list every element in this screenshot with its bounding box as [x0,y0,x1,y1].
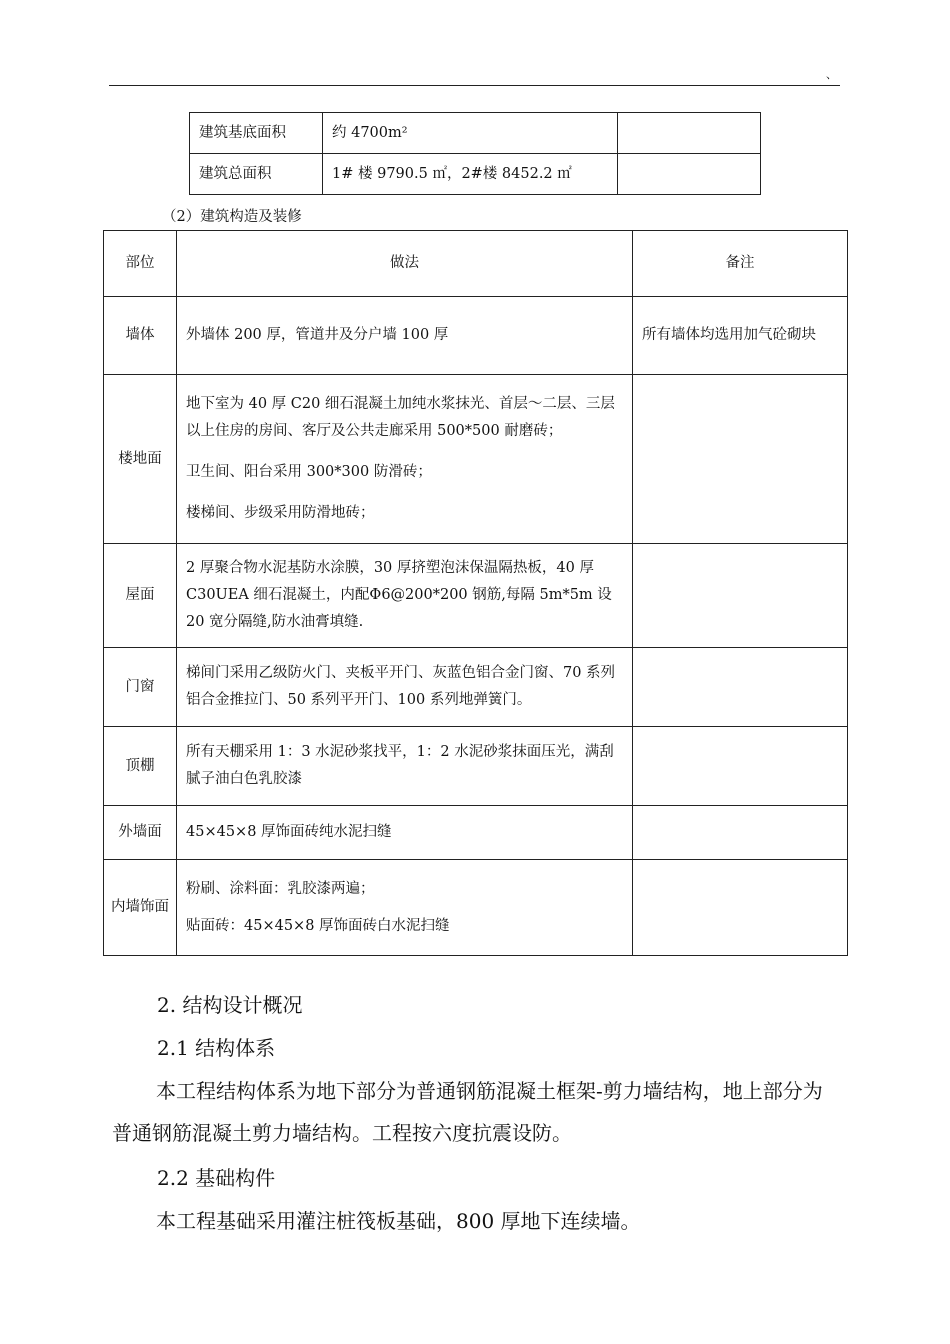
row-method [177,648,633,727]
row-note [633,375,848,544]
section-2-title: 2. 结构设计概况 [157,993,303,1017]
row-part: 门窗 [104,648,177,727]
row-part: 外墙面 [104,806,177,860]
area-value: 约 4700m² [323,113,618,154]
table-row [104,806,848,860]
table-row [104,375,848,544]
row-part: 顶棚 [104,727,177,806]
area-value: 1# 楼 9790.5 ㎡，2#楼 8452.2 ㎡ [323,154,618,195]
construction-table [103,230,848,956]
row-note [633,648,848,727]
row-part: 楼地面 [104,375,177,544]
method-line: 粉刷、涂料面：乳胶漆两遍； [186,880,375,897]
table-row [104,860,848,956]
table-row [104,544,848,648]
area-note [618,113,761,154]
method-line: 外墙体 200 厚，管道井及分户墙 100 厚 [186,327,449,343]
row-note [633,860,848,956]
method-line: 卫生间、阳台采用 300*300 防滑砖； [186,464,432,480]
section-2-1-text: 本工程结构体系为地下部分为普通钢筋混凝土框架-剪力墙结构，地上部分为普通钢筋混凝土剪力墙结构。工程按六度抗震设防。 [112,1079,823,1145]
row-part: 内墙饰面 [104,860,177,956]
row-note [633,727,848,806]
table-row [190,113,761,154]
header-note: 备注 [633,231,848,297]
section-2-2-title: 2.2 基础构件 [157,1166,276,1190]
table-row [104,648,848,727]
table-row [190,154,761,195]
method-line: 所有天棚采用 1：3 水泥砂浆找平，1：2 水泥砂浆抹面压光，满刮腻子油白色乳胶漆 [186,744,614,787]
method-line: 楼梯间、步级采用防滑地砖； [186,505,375,521]
row-part: 墙体 [104,297,177,375]
method-line: 梯间门采用乙级防火门、夹板平开门、灰蓝色铝合金门窗、70 系列铝合金推拉门、50 系列平开门、100 系列地弹簧门。 [186,665,616,708]
table-header-row [104,231,848,297]
row-note [633,544,848,648]
area-note [618,154,761,195]
row-method [177,375,633,544]
header-mark: 、 [826,68,837,81]
header-part: 部位 [104,231,177,297]
row-note: 所有墙体均选用加气砼砌块 [633,297,848,375]
row-method [177,297,633,375]
row-method [177,544,633,648]
table-caption: （2）建筑构造及装修 [162,209,302,225]
method-line: 地下室为 40 厚 C20 细石混凝土加纯水浆抹光、首层～二层、三层以上住房的房间、客厅及公共走廊采用 500*500 耐磨砖； [186,396,615,439]
row-note [633,806,848,860]
area-table [189,112,761,195]
area-label: 建筑总面积 [190,154,323,195]
method-line: 45×45×8 厚饰面砖纯水泥扫缝 [186,824,392,840]
section-2-1-title: 2.1 结构体系 [157,1036,276,1060]
area-label: 建筑基底面积 [190,113,323,154]
section-2-2-text: 本工程基础采用灌注桩筏板基础，800 厚地下连续墙。 [156,1209,641,1233]
row-method [177,727,633,806]
header-rule [109,85,840,86]
table-row [104,297,848,375]
row-method [177,860,633,956]
method-line: 2 厚聚合物水泥基防水涂膜，30 厚挤塑泡沫保温隔热板，40 厚 C30UEA 细石混凝土，内配Φ6@200*200 钢筋,每隔 5m*5m 设 20 宽分隔缝,防水油膏填缝. [186,560,612,630]
method-line: 贴面砖：45×45×8 厚饰面砖白水泥扫缝 [186,917,450,934]
header-method: 做法 [177,231,633,297]
row-method [177,806,633,860]
row-part: 屋面 [104,544,177,648]
table-row [104,727,848,806]
